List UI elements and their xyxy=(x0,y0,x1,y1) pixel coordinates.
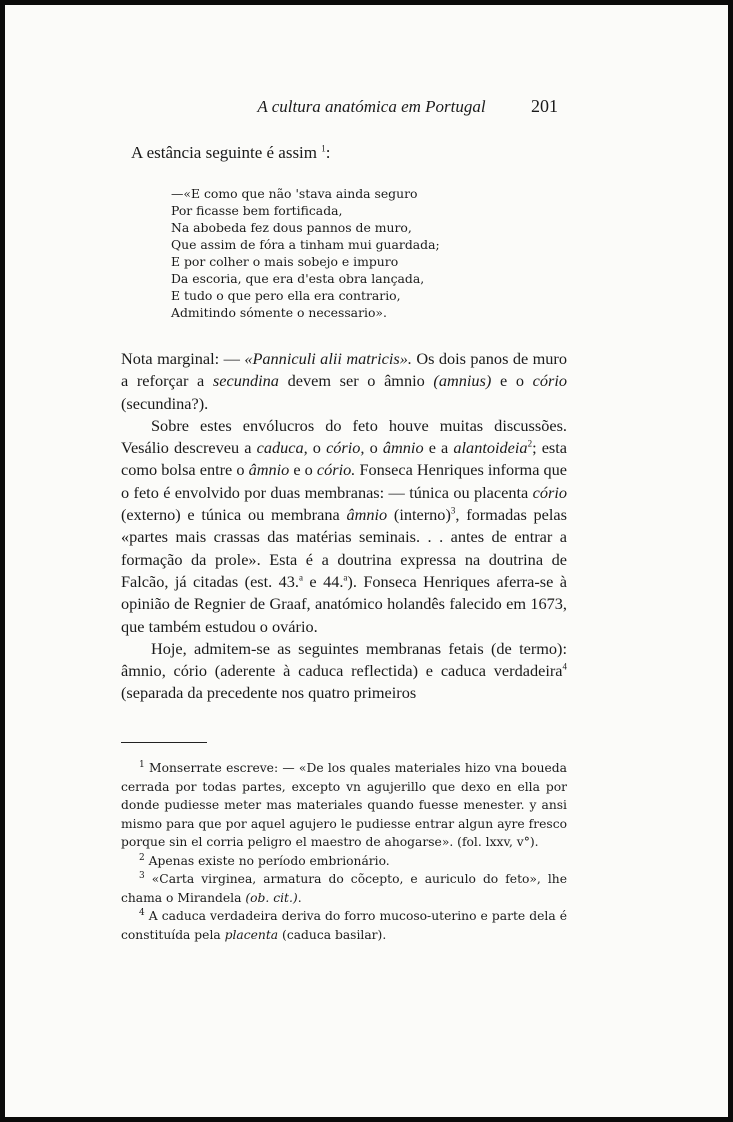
italic-run: placenta xyxy=(224,927,279,942)
ordinal-mark: a xyxy=(299,572,304,583)
text-run: (separada da precedente nos quatro primeiros xyxy=(121,683,417,703)
italic-run: alantoideia xyxy=(453,438,528,458)
paragraph-envelopes xyxy=(121,415,567,638)
intro-text: A estância seguinte é assim xyxy=(131,143,318,162)
text-run: e a xyxy=(423,438,454,458)
italic-run: (amnius) xyxy=(433,371,492,391)
italic-run: secundina xyxy=(212,371,279,391)
italic-run: âmnio xyxy=(346,505,388,525)
footnote-number: 4 xyxy=(139,907,145,918)
text-run: (externo) e túnica ou membrana xyxy=(121,505,347,525)
footnote-number: 1 xyxy=(139,759,145,770)
footnote-ref-1: 1 xyxy=(321,143,326,154)
italic-run: cório xyxy=(532,482,567,502)
text-run: (interno) xyxy=(387,505,451,525)
intro-colon: : xyxy=(325,143,331,162)
footnote-divider xyxy=(121,742,207,743)
footnote-number: 2 xyxy=(139,852,145,863)
footnotes xyxy=(121,759,567,944)
text-run: (secundina?). xyxy=(121,393,209,413)
running-header-title: A cultura anatómica em Portugal xyxy=(257,97,486,116)
text-run: o xyxy=(307,438,327,458)
verse-line: —«E como que não 'stava ainda seguro xyxy=(171,186,418,201)
footnote-number: 3 xyxy=(139,870,145,881)
footnote-2 xyxy=(121,852,567,871)
verse-line: E por colher o mais sobejo e impuro xyxy=(171,254,399,269)
verse-line: Por ficasse bem fortificada, xyxy=(171,203,343,218)
text-run: ). Fonseca Henriques aferra-se à opinião de Regnier de Graaf, anatómico holandês falecido em 1673, que também estudou o ovário. xyxy=(121,571,567,636)
footnote-ref-2: 2 xyxy=(527,438,533,449)
footnote-text: Apenas existe no período embrionário. xyxy=(148,853,390,868)
text-run: Os dois panos de muro a reforçar a xyxy=(121,349,567,391)
footnote-4 xyxy=(121,907,567,944)
italic-run: cório xyxy=(532,371,568,391)
ordinal-mark: a xyxy=(343,572,348,583)
page-number: 201 xyxy=(531,96,558,116)
text-run: e 44. xyxy=(303,571,344,591)
verse-line: Admitindo sómente o necessario». xyxy=(171,305,387,320)
text-run: e o xyxy=(289,460,317,480)
text-run: devem ser o âmnio xyxy=(278,371,434,391)
intro-line xyxy=(131,143,331,163)
italic-run: âmnio xyxy=(248,460,290,480)
text-run: Sobre estes envólucros do feto houve muitas discussões. Vesálio descreveu a xyxy=(121,415,567,458)
text-run: Nota marginal: — xyxy=(121,349,245,368)
italic-run: caduca, xyxy=(256,438,308,458)
italic-run: cório, xyxy=(326,438,365,458)
italic-run: (ob. cit.) xyxy=(245,890,298,905)
verse-line: E tudo o que pero ella era contrario, xyxy=(171,288,401,303)
text-run: Hoje, admitem-se as seguintes membranas fetais (de termo): âmnio, cório (aderente à caduca reflectida) e caduca verdadeira xyxy=(121,638,567,681)
footnote-ref-3: 3 xyxy=(450,505,456,516)
text-run: ; esta como bolsa entre o xyxy=(121,438,568,480)
verse-quote xyxy=(171,185,440,321)
footnote-text: (caduca basilar). xyxy=(278,927,387,942)
footnote-text: Monserrate escreve: — «De los quales materiales hizo vna boueda cerrada por todas partes, excepto vn agujerillo que dexo en ella por donde pudiesse meter mas materiales quando fuesse menester. y ansi mismo para que por aquel agujero le pudiesse entrar algun ayre fresco porque sin el corria peligro el maestro de ahogarse». (fol. lxxv, v°). xyxy=(121,761,567,849)
verse-line: Que assim de fóra a tinham mui guardada; xyxy=(171,237,440,252)
verse-line: Da escoria, que era d'esta obra lançada, xyxy=(171,271,425,286)
text-run: , formadas pelas «partes mais crassas das matérias seminais. . . antes de entrar a formação da prole». Esta é a doutrina expressa na doutrina de Falcão, já citadas (est. 43. xyxy=(121,505,567,591)
italic-run: âmnio xyxy=(382,438,424,458)
text-run: o xyxy=(364,438,383,458)
text-run: Fonseca Henriques informa que o feto é envolvido por duas membranas: — túnica ou placenta xyxy=(121,460,568,502)
footnote-text: . xyxy=(297,890,302,905)
footnote-ref-4: 4 xyxy=(562,661,567,672)
verse-line: Na abobeda fez dous pannos de muro, xyxy=(171,220,412,235)
footnote-1 xyxy=(121,759,567,852)
body-text xyxy=(121,348,567,705)
italic-run: cório. xyxy=(316,460,356,480)
footnote-3 xyxy=(121,870,567,907)
italic-run: «Panniculi alii matricis». xyxy=(244,349,412,368)
text-run: e o xyxy=(491,371,533,391)
paragraph-membranes xyxy=(121,638,567,705)
footnote-text: «Carta virginea, armatura do cõcepto, e auriculo do feto», lhe chama o Mirandela xyxy=(121,872,567,905)
footnote-text: A caduca verdadeira deriva do forro mucoso-uterino e parte dela é constituída pela xyxy=(121,909,567,942)
paragraph-marginal-note xyxy=(121,348,567,415)
